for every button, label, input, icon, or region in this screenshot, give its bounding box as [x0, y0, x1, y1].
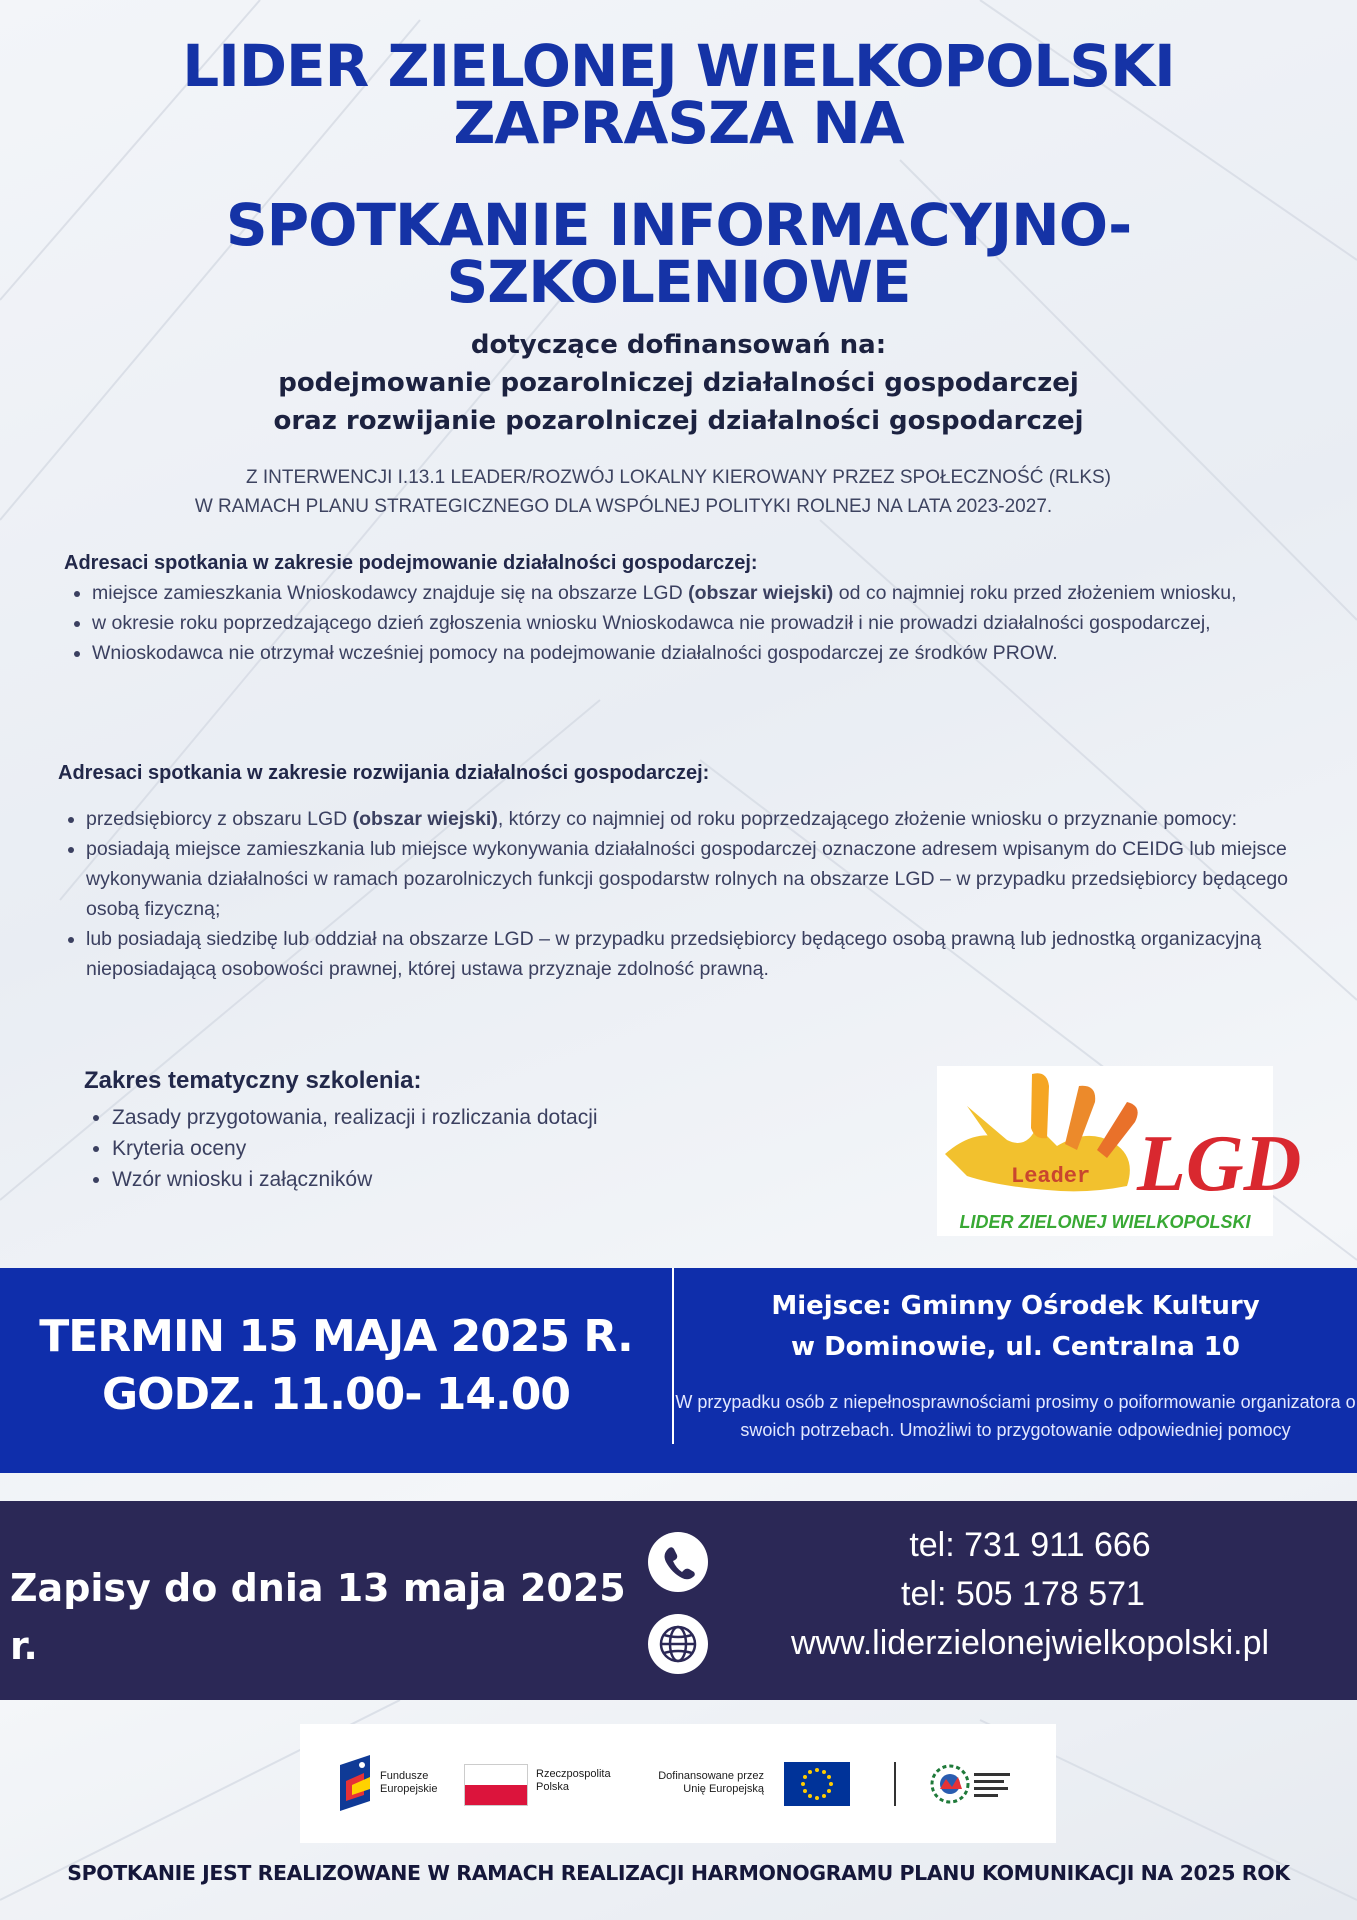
list-item [86, 804, 1288, 834]
divider [894, 1762, 896, 1806]
psp-logo-icon [928, 1759, 1028, 1809]
subtitle-line2: podejmowanie pozarolniczej działalności gospodarczej [278, 368, 1079, 398]
item-text: miejsce zamieszkania Wnioskodawcy znajduje się na obszarze LGD [92, 582, 689, 604]
lgd-logo [937, 1066, 1302, 1236]
rp-label-line2: Polska [536, 1781, 570, 1793]
item-text: przedsiębiorcy z obszaru LGD [86, 808, 353, 830]
registration-band [0, 1501, 1357, 1700]
list-item: • Wnioskodawca nie otrzymał wcześniej pomocy na podejmowanie działalności gospodarczej ze środków PROW. [92, 638, 1284, 668]
rp-label-line1: Rzeczpospolita [536, 1768, 611, 1780]
fe-logo-icon [340, 1755, 376, 1811]
subtitle-line3: oraz rozwijanie pozarolniczej działalności gospodarczej [273, 406, 1084, 436]
event-date: TERMIN 15 MAJA 2025 R. [39, 1311, 633, 1362]
rp-label [536, 1768, 611, 1794]
accessibility-note: W przypadku osób z niepełnosprawnościami prosimy o poiformowanie organizatora o swoich potrzebach. Umożliwi to przygotowanie odpowiedniej pomocy [675, 1392, 1356, 1440]
recipients-develop-business [58, 758, 1288, 984]
intervention-info [0, 463, 1357, 521]
contact-info [730, 1521, 1330, 1668]
event-date-time [0, 1308, 672, 1424]
event-title-line1: SPOTKANIE INFORMACYJNO- [225, 191, 1132, 259]
event-title [0, 191, 1357, 316]
training-topics-list [84, 1102, 704, 1195]
item-text: od co najmniej roku przed złożeniem wniosku, [833, 582, 1237, 604]
list-item: • Wzór wniosku i załączników [112, 1164, 704, 1195]
logo-leader-text: Leader [1011, 1164, 1091, 1189]
phone-number-2: tel: 505 178 571 [901, 1575, 1145, 1613]
poland-flag-icon [464, 1764, 528, 1806]
fe-label-line2: Europejskie [380, 1783, 438, 1795]
footer-note: SPOTKANIE JEST REALIZOWANE W RAMACH REALIZACJI HARMONOGRAMU PLANU KOMUNIKACJI NA 2025 ROK [67, 1861, 1290, 1885]
organizer-title [0, 32, 1357, 157]
section-heading: Adresaci spotkania w zakresie podejmowanie działalności gospodarczej: [64, 552, 758, 574]
eu-label [650, 1770, 764, 1796]
registration-deadline: Zapisy do dnia 13 maja 2025 r. [10, 1566, 626, 1668]
item-bold: (obszar wiejski) [352, 808, 498, 830]
location-line2: w Dominowie, ul. Centralna 10 [791, 1332, 1240, 1362]
item-text: , którzy co najmniej od roku poprzedzającego złożenie wniosku o przyznanie pomocy: [497, 808, 1238, 830]
phone-number-1: tel: 731 911 666 [909, 1526, 1151, 1564]
logo-lgd-text: LGD [1137, 1120, 1302, 1208]
globe-icon [648, 1614, 708, 1674]
subtitle-line1: dotyczące dofinansowań na: [470, 330, 887, 360]
event-details-band [0, 1268, 1357, 1473]
fe-label-line1: Fundusze [380, 1770, 429, 1782]
section-heading: Adresaci spotkania w zakresie rozwijania działalności gospodarczej: [58, 762, 710, 784]
recipients-list [58, 804, 1288, 984]
fe-label [380, 1770, 437, 1796]
logo-name-text: LIDER ZIELONEJ WIELKOPOLSKI [959, 1212, 1251, 1232]
list-item: • w okresie roku poprzedzającego dzień zgłoszenia wniosku Wnioskodawca nie prowadził i nie prowadzi działalności gospodarczej, [92, 608, 1284, 638]
list-item: • posiadają miejsce zamieszkania lub miejsce wykonywania działalności gospodarczej oznaczone adresem wpisanym do CEIDG lub miejsce wykonywania działalności w ramach pozarolniczych funkcji gospodarstw rolnych na obszarze LGD – w przypadku przedsiębiorcy będącego osobą fizyczną; [86, 834, 1288, 924]
organizer-title-line1: LIDER ZIELONEJ WIELKOPOLSKI [182, 32, 1175, 100]
recipients-start-business [64, 548, 1284, 668]
event-title-line2: SZKOLENIOWE [446, 247, 911, 316]
intervention-line1: Z INTERWENCJI I.13.1 LEADER/ROZWÓJ LOKALNY KIEROWANY PRZEZ SPOŁECZNOŚĆ (RLKS) [245, 467, 1112, 488]
list-item: • Zasady przygotowania, realizacji i rozliczania dotacji [112, 1102, 704, 1133]
list-item: • Kryteria oceny [112, 1133, 704, 1164]
eu-label-line1: Dofinansowane przez [658, 1770, 764, 1782]
item-bold: (obszar wiejski) [688, 582, 834, 604]
phone-icon [648, 1532, 708, 1592]
subtitle [0, 326, 1357, 440]
eu-flag-icon [784, 1762, 850, 1806]
training-scope [84, 1065, 704, 1195]
lgd-logo-graphic [937, 1066, 1302, 1236]
funders-logos [300, 1724, 1056, 1843]
organizer-title-line2: ZAPRASZA NA [453, 88, 904, 157]
event-time: GODZ. 11.00- 14.00 [102, 1369, 570, 1420]
intervention-line2: W RAMACH PLANU STRATEGICZNEGO DLA WSPÓLNEJ POLITYKI ROLNEJ NA LATA 2023-2027. [194, 496, 1053, 517]
list-item [92, 578, 1284, 608]
section-heading: Zakres tematyczny szkolenia: [84, 1067, 422, 1094]
location-line1: Miejsce: Gminny Ośrodek Kultury [771, 1291, 1260, 1321]
recipients-list [64, 578, 1284, 668]
list-item: • lub posiadają siedzibę lub oddział na obszarze LGD – w przypadku przedsiębiorcy będącego osobą prawną lub jednostką organizacyjną nieposiadającą osobowości prawnej, której ustawa przyznaje zdolność prawną. [86, 924, 1288, 984]
eu-label-line2: Unię Europejską [683, 1783, 764, 1795]
website-link[interactable]: www.liderzielonejwielkopolski.pl [790, 1624, 1270, 1662]
event-location [674, 1286, 1357, 1368]
